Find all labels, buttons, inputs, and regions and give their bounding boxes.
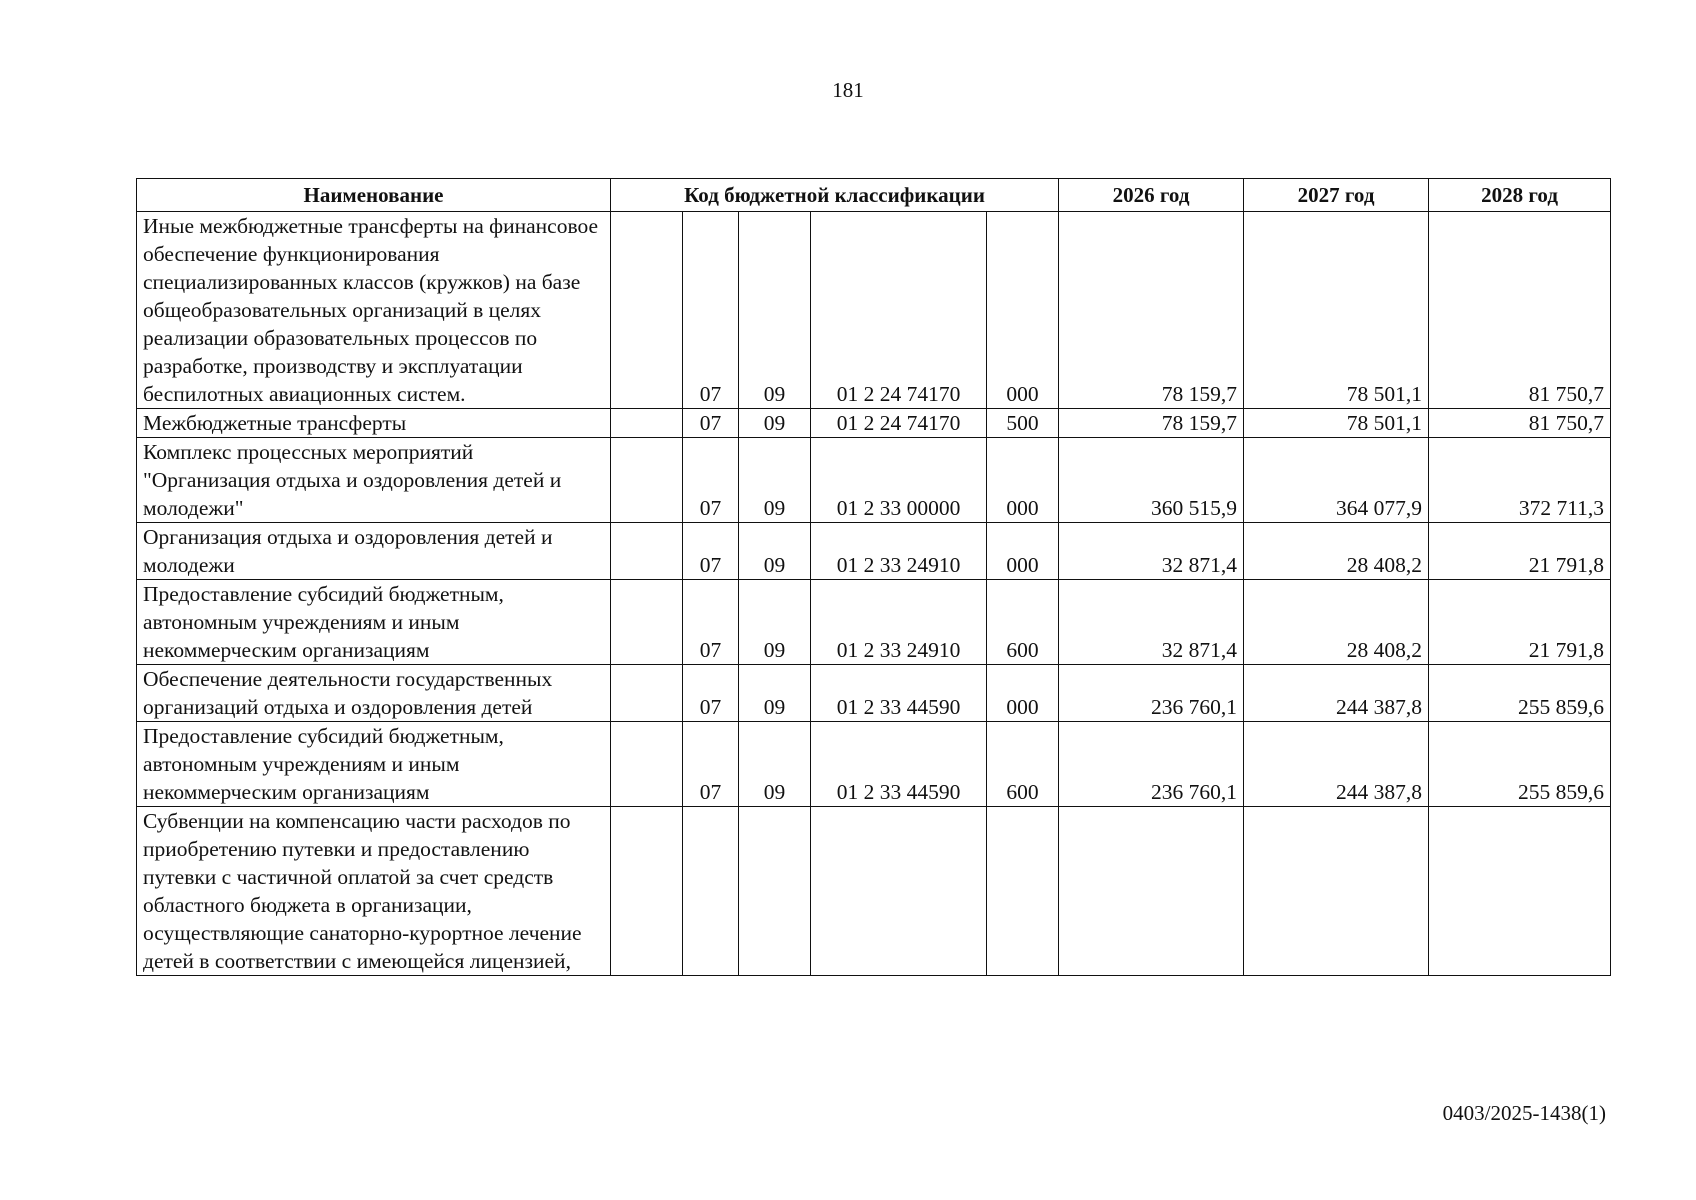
row-value-2027 (1244, 807, 1429, 976)
header-2028: 2028 год (1429, 179, 1611, 212)
table-row (137, 665, 1611, 722)
row-code-spacer (611, 409, 683, 438)
row-code-spacer (611, 580, 683, 665)
row-expense-type-code: 000 (987, 438, 1059, 523)
row-subsection-code: 09 (739, 665, 811, 722)
row-subsection-code: 09 (739, 722, 811, 807)
row-target-article-code (811, 807, 987, 976)
row-value-2026: 32 871,4 (1059, 523, 1244, 580)
header-row (137, 179, 1611, 212)
row-subsection-code: 09 (739, 523, 811, 580)
row-code-spacer (611, 438, 683, 523)
row-name: Организация отдыха и оздоровления детей и молодежи (137, 523, 611, 580)
row-subsection-code: 09 (739, 212, 811, 409)
row-name: Комплекс процессных мероприятий "Организация отдыха и оздоровления детей и молодежи" (137, 438, 611, 523)
row-expense-type-code: 000 (987, 665, 1059, 722)
row-target-article-code: 01 2 33 00000 (811, 438, 987, 523)
table-row (137, 523, 1611, 580)
row-value-2026: 360 515,9 (1059, 438, 1244, 523)
table-row (137, 409, 1611, 438)
page-number: 181 (832, 78, 864, 102)
row-value-2028: 81 750,7 (1429, 212, 1611, 409)
row-value-2028: 255 859,6 (1429, 665, 1611, 722)
table-row (137, 212, 1611, 409)
row-value-2028: 81 750,7 (1429, 409, 1611, 438)
header-budget-code: Код бюджетной классификации (611, 179, 1059, 212)
row-subsection-code: 09 (739, 438, 811, 523)
row-code-spacer (611, 523, 683, 580)
row-section-code: 07 (683, 409, 739, 438)
row-value-2028: 21 791,8 (1429, 523, 1611, 580)
row-target-article-code: 01 2 24 74170 (811, 212, 987, 409)
row-subsection-code (739, 807, 811, 976)
row-section-code: 07 (683, 580, 739, 665)
table-row (137, 722, 1611, 807)
row-target-article-code: 01 2 33 24910 (811, 523, 987, 580)
row-subsection-code: 09 (739, 409, 811, 438)
row-target-article-code: 01 2 33 44590 (811, 722, 987, 807)
row-subsection-code: 09 (739, 580, 811, 665)
table-body (137, 212, 1611, 976)
row-value-2027: 244 387,8 (1244, 665, 1429, 722)
row-code-spacer (611, 807, 683, 976)
row-value-2027: 364 077,9 (1244, 438, 1429, 523)
table-row (137, 807, 1611, 976)
row-value-2026: 32 871,4 (1059, 580, 1244, 665)
row-target-article-code: 01 2 33 24910 (811, 580, 987, 665)
row-target-article-code: 01 2 24 74170 (811, 409, 987, 438)
row-name: Обеспечение деятельности государственных организаций отдыха и оздоровления детей (137, 665, 611, 722)
row-value-2026 (1059, 807, 1244, 976)
row-expense-type-code (987, 807, 1059, 976)
row-section-code: 07 (683, 523, 739, 580)
row-expense-type-code: 500 (987, 409, 1059, 438)
table-row (137, 580, 1611, 665)
row-code-spacer (611, 212, 683, 409)
row-code-spacer (611, 722, 683, 807)
row-expense-type-code: 600 (987, 722, 1059, 807)
row-value-2028: 372 711,3 (1429, 438, 1611, 523)
row-value-2028: 21 791,8 (1429, 580, 1611, 665)
row-expense-type-code: 000 (987, 523, 1059, 580)
row-value-2026: 236 760,1 (1059, 722, 1244, 807)
row-name: Предоставление субсидий бюджетным, автономным учреждениям и иным некоммерческим организациям (137, 580, 611, 665)
table-row (137, 438, 1611, 523)
row-expense-type-code: 000 (987, 212, 1059, 409)
row-expense-type-code: 600 (987, 580, 1059, 665)
header-name: Наименование (137, 179, 611, 212)
row-value-2027: 78 501,1 (1244, 409, 1429, 438)
budget-table (136, 178, 1611, 976)
header-2027: 2027 год (1244, 179, 1429, 212)
row-name: Межбюджетные трансферты (137, 409, 611, 438)
row-value-2027: 78 501,1 (1244, 212, 1429, 409)
row-name: Иные межбюджетные трансферты на финансовое обеспечение функционирования специализированных классов (кружков) на базе общеобразовательных организаций в целях реализации образовательных процессов по разработке, производству и эксплуатации беспилотных авиационных систем. (137, 212, 611, 409)
row-value-2027: 28 408,2 (1244, 580, 1429, 665)
row-value-2027: 244 387,8 (1244, 722, 1429, 807)
row-section-code: 07 (683, 438, 739, 523)
row-target-article-code: 01 2 33 44590 (811, 665, 987, 722)
row-code-spacer (611, 665, 683, 722)
row-section-code (683, 807, 739, 976)
row-value-2028 (1429, 807, 1611, 976)
row-section-code: 07 (683, 722, 739, 807)
header-2026: 2026 год (1059, 179, 1244, 212)
row-value-2026: 78 159,7 (1059, 409, 1244, 438)
row-value-2028: 255 859,6 (1429, 722, 1611, 807)
row-value-2026: 236 760,1 (1059, 665, 1244, 722)
row-value-2026: 78 159,7 (1059, 212, 1244, 409)
row-name: Субвенции на компенсацию части расходов по приобретению путевки и предоставлению путевки с частичной оплатой за счет средств областного бюджета в организации, осуществляющие санаторно-курортное лечение детей в соответствии с имеющейся лицензией, (137, 807, 611, 976)
row-section-code: 07 (683, 665, 739, 722)
row-value-2027: 28 408,2 (1244, 523, 1429, 580)
document-registration-code: 0403/2025-1438(1) (1442, 1101, 1606, 1125)
row-name: Предоставление субсидий бюджетным, автономным учреждениям и иным некоммерческим организациям (137, 722, 611, 807)
row-section-code: 07 (683, 212, 739, 409)
